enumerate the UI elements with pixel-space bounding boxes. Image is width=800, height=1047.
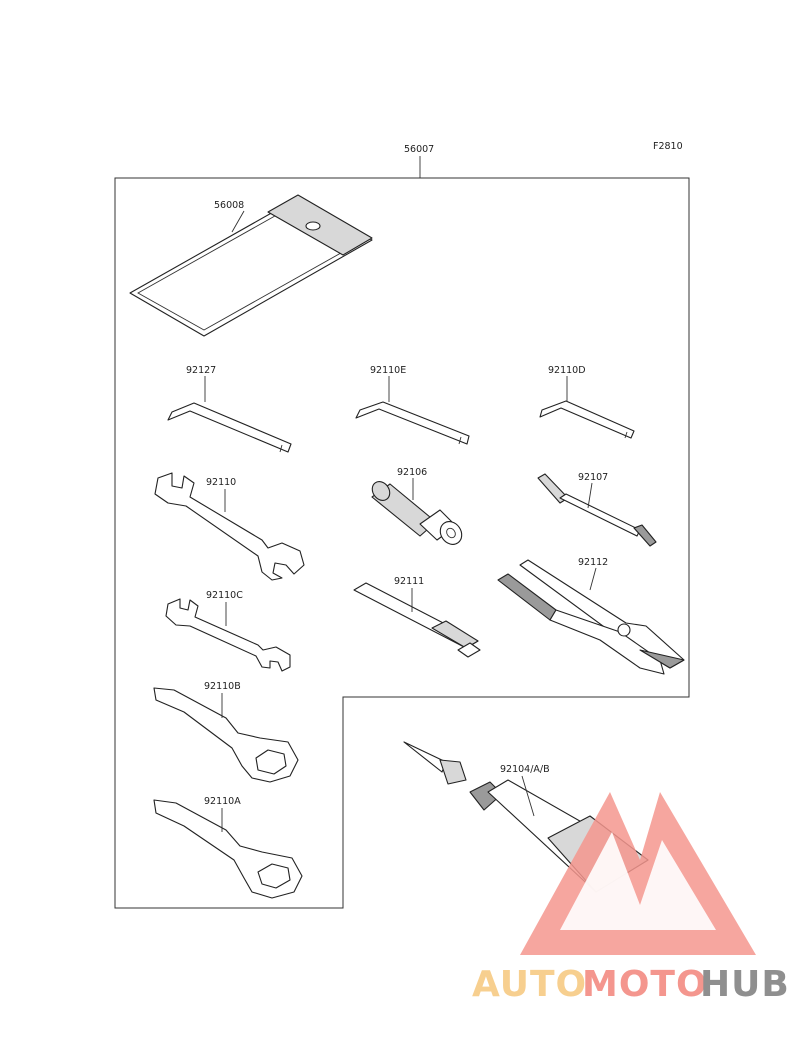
part-label-open-wrench-large: 92110 [206, 477, 237, 488]
hex-key-small[interactable] [540, 365, 634, 438]
ring-wrench-a[interactable] [154, 796, 302, 898]
screwdriver[interactable] [538, 472, 656, 546]
part-label-socket-adapter: 92106 [397, 467, 428, 478]
socket-adapter[interactable] [369, 467, 466, 549]
pliers[interactable] [498, 557, 684, 674]
part-label-ring-wrench-b: 92110B [204, 681, 241, 692]
open-wrench-large[interactable] [155, 473, 304, 580]
tool-case[interactable] [130, 195, 372, 336]
watermark-logo [472, 792, 790, 1005]
figure-code: F2810 [653, 141, 683, 152]
watermark-text-moto: MOTO [582, 964, 708, 1005]
hex-key-large[interactable] [168, 365, 291, 452]
kit-part-number: 56007 [404, 144, 435, 155]
part-label-hex-key-small: 92110D [548, 365, 586, 376]
watermark-text-hub: HUB [700, 964, 790, 1005]
part-label-screwdriver: 92107 [578, 472, 609, 483]
open-wrench-small[interactable] [166, 590, 290, 671]
part-label-pliers: 92112 [578, 557, 609, 568]
part-label-hex-key-large: 92127 [186, 365, 217, 376]
part-label-open-wrench-small: 92110C [206, 590, 243, 601]
extension-bar[interactable] [354, 576, 480, 657]
part-label-ring-wrench-a: 92110A [204, 796, 241, 807]
hex-key-medium[interactable] [356, 365, 469, 444]
ring-wrench-b[interactable] [154, 681, 298, 782]
part-label-case: 56008 [214, 200, 245, 211]
watermark-text-auto: AUTO [472, 964, 588, 1005]
part-label-hex-key-medium: 92110E [370, 365, 407, 376]
part-label-sealant-tube: 92104/A/B [500, 764, 550, 775]
part-label-extension-bar: 92111 [394, 576, 425, 587]
